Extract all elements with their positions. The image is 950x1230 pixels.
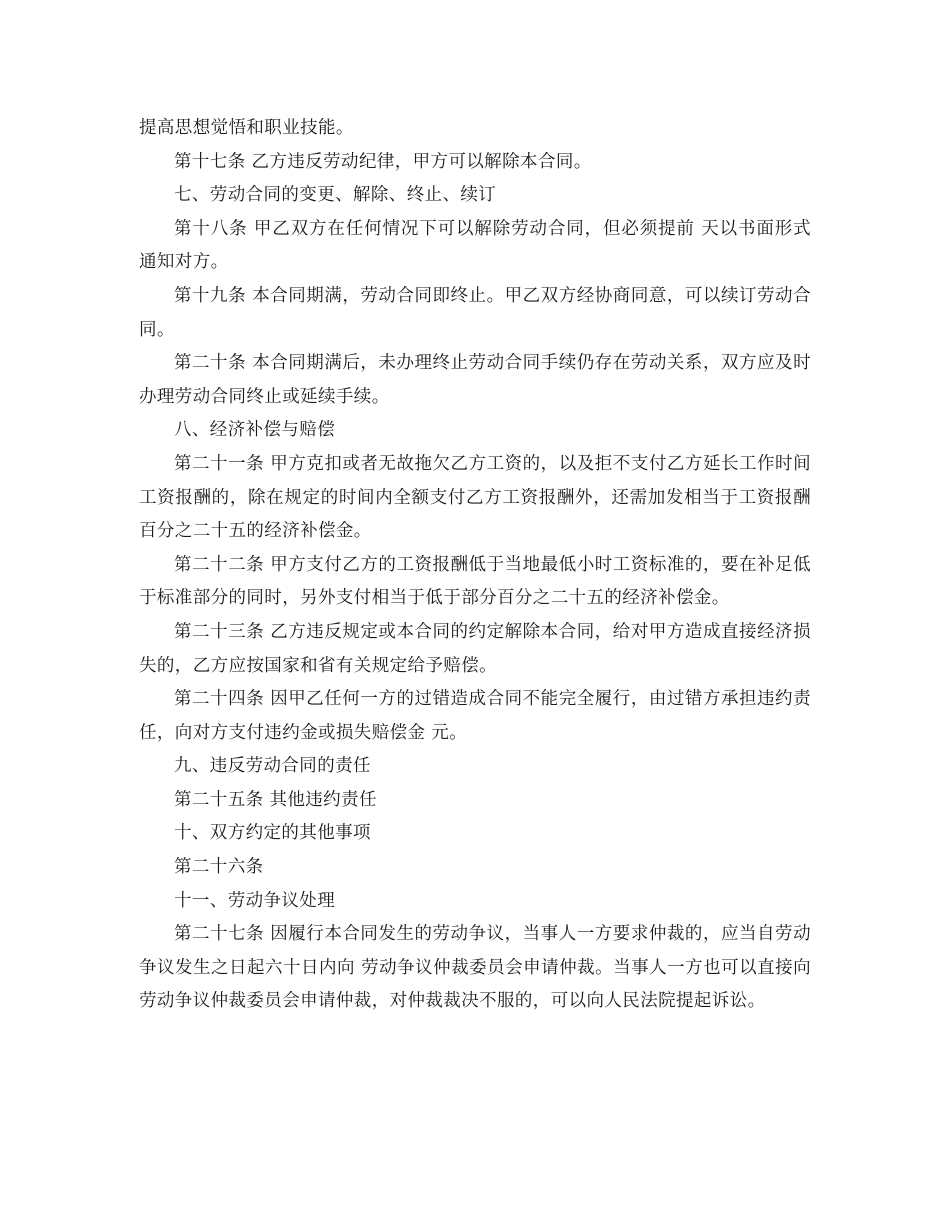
- paragraph-article-19: 第十九条 本合同期满，劳动合同即终止。甲乙双方经协商同意，可以续订劳动合同。: [139, 285, 811, 340]
- paragraph-article-24: 第二十四条 因甲乙任何一方的过错造成合同不能完全履行，由过错方承担违约责任，向对方支付违约金或损失赔偿金 元。: [139, 689, 811, 743]
- paragraph-article-17: 第十七条 乙方违反劳动纪律，甲方可以解除本合同。: [174, 151, 592, 172]
- section-heading-9: 九、违反劳动合同的责任: [174, 756, 371, 777]
- paragraph-article-25: 第二十五条 其他违约责任: [174, 789, 377, 810]
- document-page: [139, 112, 811, 1019]
- paragraph-article-21: 第二十一条 甲方克扣或者无故拖欠乙方工资的，以及拒不支付乙方延长工作时间工资报酬的，除在规定的时间内全额支付乙方工资报酬外，还需加发相当于工资报酬百分之二十五的经济补偿金。: [139, 453, 811, 542]
- paragraph-0: 提高思想觉悟和职业技能。: [139, 118, 354, 138]
- paragraph-article-23: 第二十三条 乙方违反规定或本合同的约定解除本合同，给对甲方造成直接经济损失的，乙方应按国家和省有关规定给予赔偿。: [139, 621, 811, 676]
- paragraph-article-26: 第二十六条: [174, 857, 264, 878]
- section-heading-7: 七、劳动合同的变更、解除、终止、续订: [174, 185, 497, 206]
- paragraph-article-18: 第十八条 甲乙双方在任何情况下可以解除劳动合同，但必须提前 天以书面形式通知对方。: [139, 218, 811, 273]
- paragraph-article-27: 第二十七条 因履行本合同发生的劳动争议，当事人一方要求仲裁的，应当自劳动争议发生之日起六十日内向 劳动争议仲裁委员会申请仲裁。当事人一方也可以直接向劳动争议仲裁委员会申请仲裁，对仲裁裁决不服的，可以向人民法院提起诉讼。: [139, 924, 811, 1012]
- section-heading-8: 八、经济补偿与赔偿: [174, 420, 336, 441]
- paragraph-article-20: 第二十条 本合同期满后，未办理终止劳动合同手续仍存在劳动关系，双方应及时办理劳动合同终止或延续手续。: [139, 353, 811, 407]
- section-heading-11: 十一、劳动争议处理: [174, 890, 336, 911]
- section-heading-10: 十、双方约定的其他事项: [174, 823, 371, 844]
- paragraph-article-22: 第二十二条 甲方支付乙方的工资报酬低于当地最低小时工资标准的，要在补足低于标准部分的同时，另外支付相当于低于部分百分之二十五的经济补偿金。: [139, 554, 811, 609]
